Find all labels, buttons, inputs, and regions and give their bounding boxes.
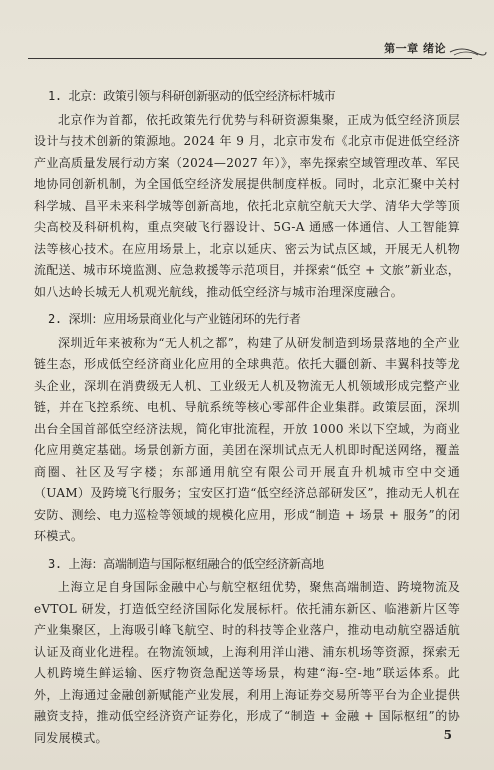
running-header [0, 38, 494, 60]
section-paragraph: 上海立足自身国际金融中心与航空枢纽优势，聚焦高端制造、跨境物流及 eVTOL 研发，打造低空经济国际化发展标杆。依托浦东新区、临港新片区等产业集聚区，上海吸引峰飞航空、时的科技等企业落户，推动电动航空器适航认证及商业化进程。在物流领域，上海利用洋山港、浦东机场等资源，探索无人机跨境生鲜运输、医疗物资急配送等场景，构建“海-空-地”联运体系。此外，上海通过金融创新赋能产业发展，利用上海证券交易所等平台为企业提供融资支持，推动低空经济资产证券化，形成了“制造 + 金融 + 国际枢纽”的协同发展模式。 [34, 580, 460, 745]
header-rule [28, 58, 472, 59]
header-ornament-icon [448, 44, 488, 58]
section-paragraph: 深圳近年来被称为“无人机之都”，构建了从研发制造到场景落地的全产业链生态，形成低空经济商业化应用的全球典范。依托大疆创新、丰翼科技等龙头企业，深圳在消费级无人机、工业级无人机及物流无人机领域形成完整产业链，并在飞控系统、电机、导航系统等核心零部件企业集群。政策层面，深圳出台全国首部低空经济法规，简化审批流程，开放 1000 米以下空域，为商业化应用奠定基础。场景创新方面，美团在深圳试点无人机即时配送网络，覆盖商圈、社区及写字楼；东部通用航空有限公司开展直升机城市空中交通（UAM）及跨境飞行服务；宝安区打造“低空经济总部研发区”，推动无人机在安防、测绘、电力巡检等领域的规模化应用，形成“制造 + 场景 + 服务”的闭环模式。 [34, 335, 460, 543]
section-heading: 1. 北京：政策引领与科研创新驱动的低空经济标杆城市 [48, 89, 336, 103]
page-number: 5 [443, 728, 452, 742]
section-paragraph: 北京作为首都，依托政策先行优势与科研资源集聚，正成为低空经济顶层设计与技术创新的策源地。2024 年 9 月，北京市发布《北京市促进低空经济产业高质量发展行动方案（2024—2027 年）》，率先探索空域管理改革、军民地协同创新机制，为全国低空经济发展提供制度样板。同时，北京汇聚中关村科学城、昌平未来科学城等创新高地，依托北京航空航天大学、清华大学等顶尖高校及科研机构，重点突破飞行器设计、5G-A 通感一体通信、人工智能算法等核心技术。在应用场景上，北京以延庆、密云为试点区域，开展无人机物流配送、城市环境监测、应急救援等示范项目，并探索“低空 + 文旅”新业态，如八达岭长城无人机观光航线，推动低空经济与城市治理深度融合。 [34, 112, 460, 299]
section-shenzhen [34, 309, 460, 548]
page-body [34, 86, 460, 755]
section-shanghai [34, 554, 460, 750]
section-beijing [34, 86, 460, 303]
chapter-title: 第一章 绪论 [384, 42, 446, 55]
section-heading: 3. 上海：高端制造与国际枢纽融合的低空经济新高地 [48, 556, 324, 571]
section-heading: 2. 深圳：应用场景商业化与产业链闭环的先行者 [48, 312, 301, 326]
